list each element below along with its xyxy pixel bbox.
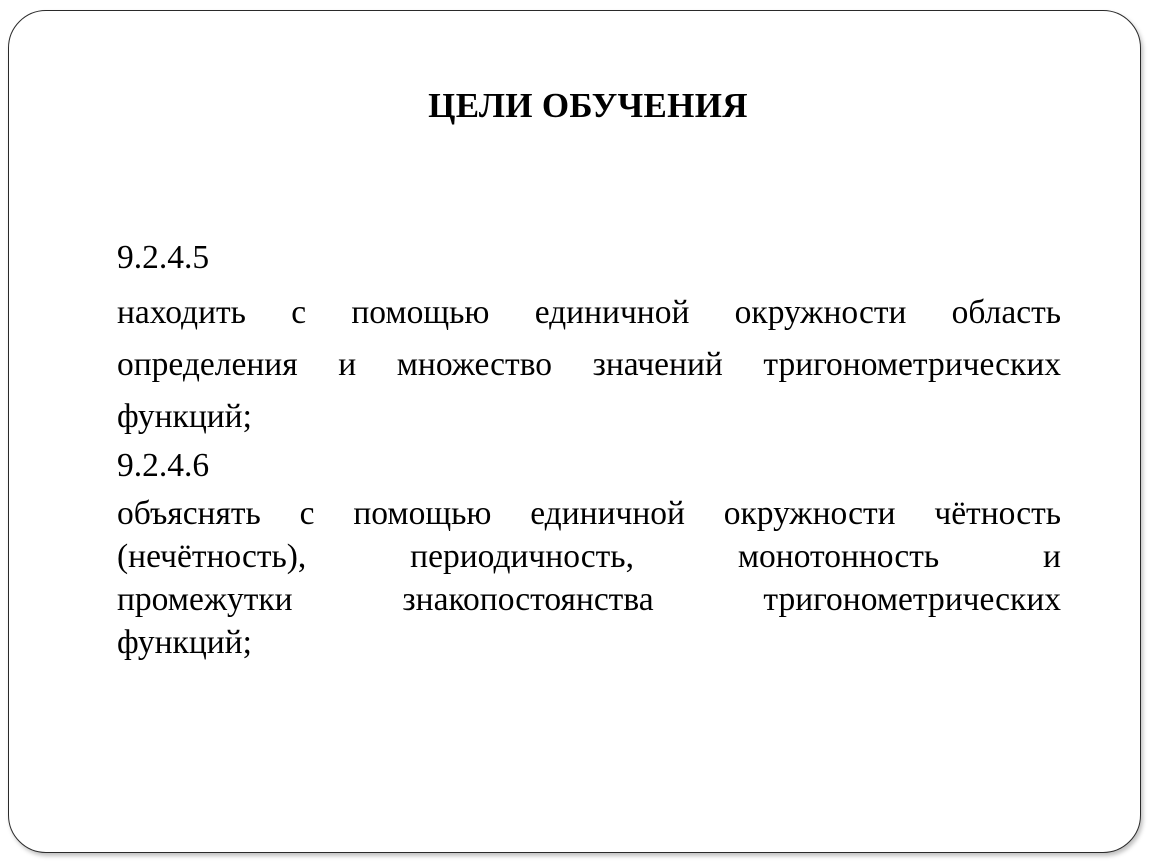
objective-1-line-3: функций; bbox=[117, 398, 252, 435]
slide-title: ЦЕЛИ ОБУЧЕНИЯ bbox=[428, 86, 748, 125]
objective-1-line-1: находить с помощью единичной окружности область bbox=[117, 294, 1061, 331]
objective-1-line-2: определения и множество значений тригонометрических bbox=[117, 346, 1061, 383]
objective-2-line-4: функций; bbox=[117, 624, 252, 661]
objective-code-2: 9.2.4.6 bbox=[117, 447, 210, 484]
objective-code-1: 9.2.4.5 bbox=[117, 239, 210, 276]
objective-text-2 bbox=[117, 492, 1061, 664]
objective-2-line-3: промежутки знакопостоянства тригонометрических bbox=[117, 581, 1061, 618]
objective-text-1 bbox=[117, 287, 1061, 443]
objective-2-line-1: объяснять с помощью единичной окружности чётность bbox=[117, 495, 1061, 532]
objective-2-line-2: (нечётность), периодичность, монотонность и bbox=[117, 538, 1061, 575]
